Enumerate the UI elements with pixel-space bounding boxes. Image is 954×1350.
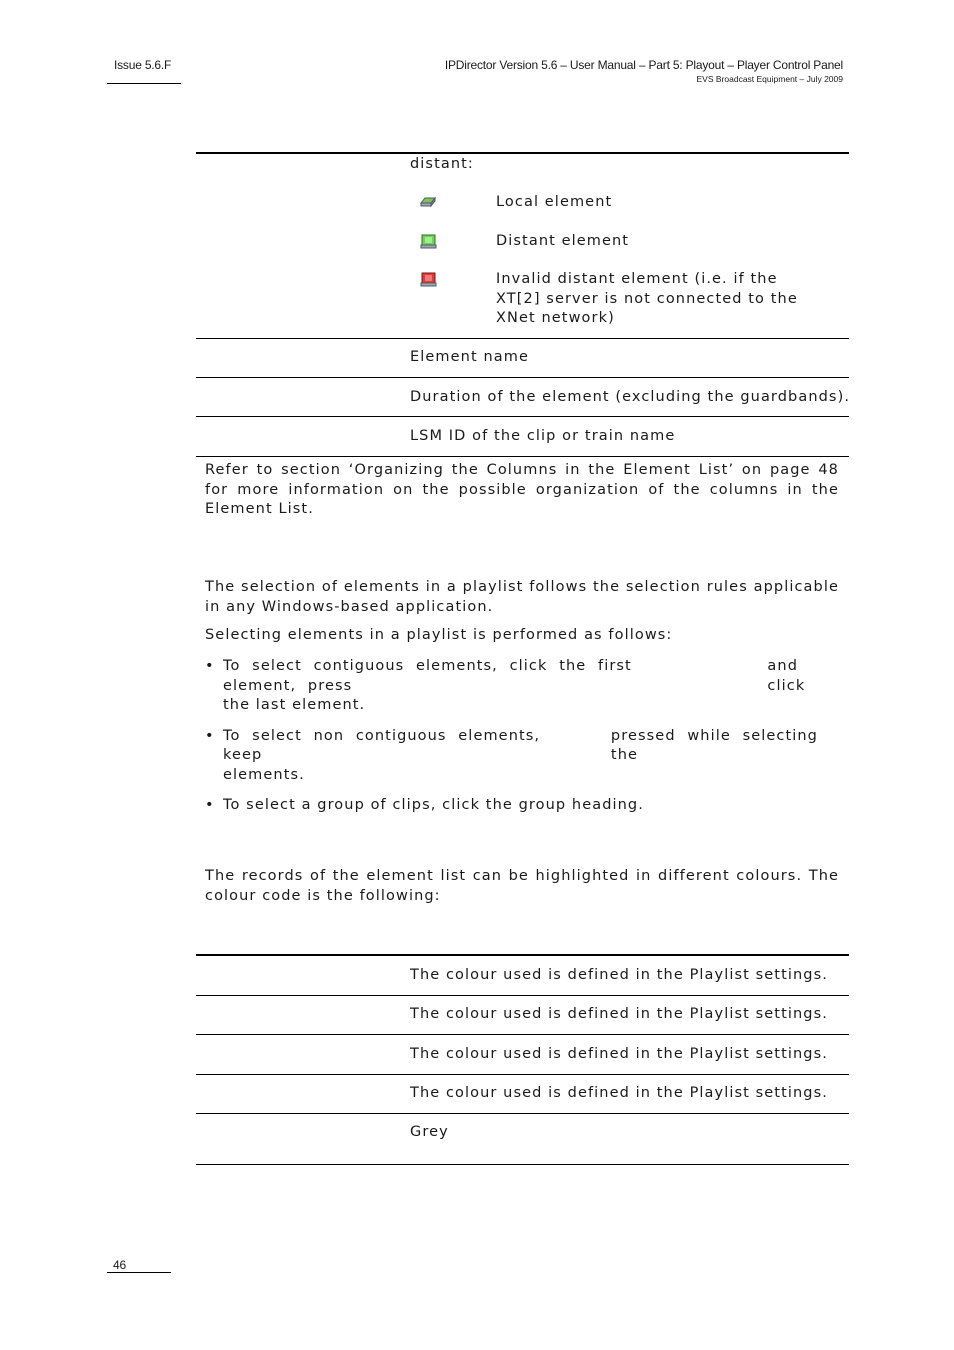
table1-row-desc: Element name: [410, 349, 529, 365]
header-left-rule: [107, 83, 181, 84]
table1-row-desc: LSM ID of the clip or train name: [410, 428, 676, 444]
page-number: 46: [113, 1258, 126, 1272]
bullet-text-continued: elements.: [223, 766, 305, 783]
table2-row-desc: The colour used is defined in the Playlist settings.: [410, 1046, 828, 1062]
list-item: [205, 727, 839, 786]
selection-paragraph: The selection of elements in a playlist follows the selection rules applicable in any Windows-based application.: [205, 579, 839, 615]
bullet-icon: •: [205, 727, 215, 744]
local-element-icon: [419, 194, 437, 210]
table2-row-desc: Grey: [410, 1124, 449, 1140]
distant-element-icon: [420, 233, 438, 249]
footer-rule: [107, 1272, 171, 1273]
document-subtitle: EVS Broadcast Equipment – July 2009: [696, 74, 843, 84]
table1-top-rule: [196, 152, 849, 154]
bullet-text: and click: [767, 658, 806, 694]
bullet-text: pressed while selecting the: [610, 727, 818, 763]
table2-row-desc: The colour used is defined in the Playlist settings.: [410, 967, 828, 983]
table2-bottom-rule: [196, 1164, 849, 1165]
local-element-label: Local element: [496, 194, 613, 210]
bullet-icon: •: [205, 797, 215, 813]
selection-bullet-list: [205, 657, 839, 816]
table2-row-rule: [196, 1034, 849, 1035]
table1-row-rule: [196, 338, 849, 339]
issue-label: Issue 5.6.F: [114, 58, 172, 72]
location-intro: distant:: [410, 156, 474, 172]
invalid-distant-element-label: Invalid distant element (i.e. if the XT[2] server is not connected to the XNet network): [496, 271, 798, 326]
document-title: IPDirector Version 5.6 – User Manual – Part 5: Playout – Player Control Panel: [444, 58, 843, 72]
list-item: [205, 796, 839, 816]
table1-bottom-rule: [196, 456, 849, 457]
table2-row-rule: [196, 1074, 849, 1075]
list-item: [205, 657, 839, 716]
table2-row-rule: [196, 1113, 849, 1114]
bullet-text: To select a group of clips, click the group heading.: [223, 797, 644, 813]
bullet-text-continued: the last element.: [223, 697, 366, 713]
selection-intro: Selecting elements in a playlist is performed as follows:: [205, 627, 673, 643]
table1-row-desc: Duration of the element (excluding the guardbands).: [410, 389, 851, 405]
table1-row-rule: [196, 377, 849, 378]
invalid-distant-element-icon: [420, 271, 438, 287]
table2-row-desc: The colour used is defined in the Playlist settings.: [410, 1006, 828, 1022]
colour-paragraph: The records of the element list can be highlighted in different colours. The colour code is the following:: [205, 868, 839, 904]
distant-element-label: Distant element: [496, 233, 630, 249]
refer-paragraph: Refer to section ‘Organizing the Columns in the Element List’ on page 48 for more information on the possible organization of the columns in the Element List.: [205, 462, 839, 517]
bullet-text: To select contiguous elements, click the first element, press: [223, 658, 632, 694]
bullet-text: To select non contiguous elements, keep: [223, 727, 541, 763]
table2-top-rule: [196, 954, 849, 956]
table1-row-rule: [196, 416, 849, 417]
table2-row-rule: [196, 995, 849, 996]
bullet-icon: •: [205, 658, 215, 674]
table2-row-desc: The colour used is defined in the Playlist settings.: [410, 1085, 828, 1101]
